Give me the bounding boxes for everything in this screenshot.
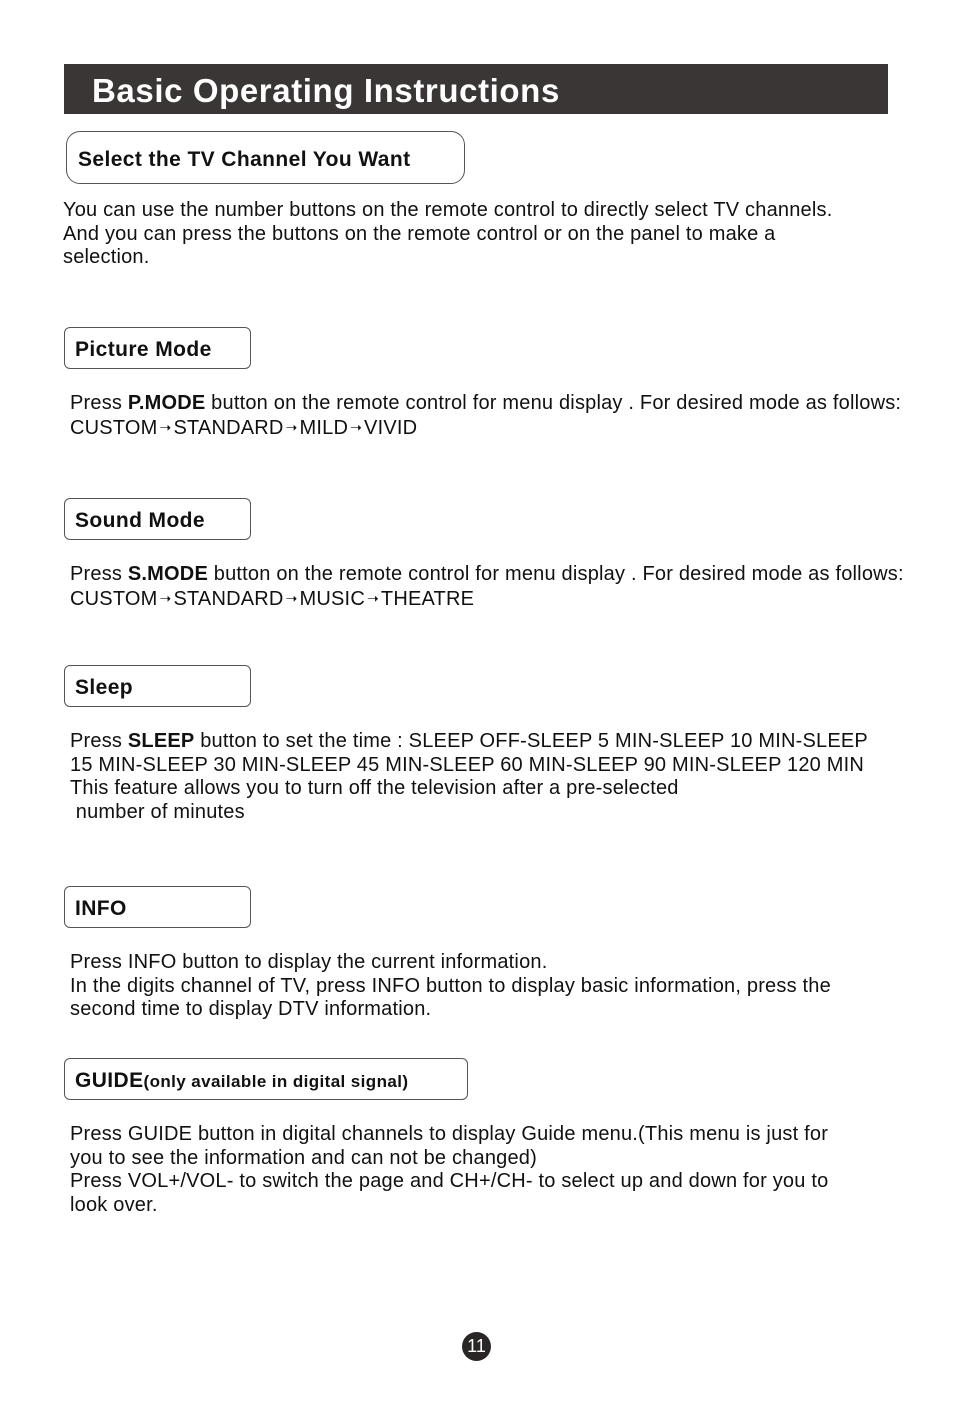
page-title: Basic Operating Instructions: [92, 72, 560, 109]
sound-press: Press: [70, 563, 128, 585]
arrow-right-icon: ➝: [285, 589, 298, 606]
sound-heading: Sound Mode: [75, 509, 205, 532]
sound-text: [70, 563, 930, 611]
sound-mode: THEATRE: [380, 587, 475, 610]
guide-heading-main: GUIDE: [75, 1069, 144, 1092]
picture-mode: VIVID: [364, 416, 418, 439]
picture-line-1: [70, 392, 930, 416]
picture-heading-box: [64, 327, 251, 369]
sleep-line-1: [70, 730, 890, 777]
channel-line-2: And you can press the buttons on the remote control or on the panel to make a selection.: [63, 222, 776, 268]
info-text: [70, 951, 840, 1022]
picture-mode-sequence: [70, 416, 930, 441]
picture-rest: button on the remote control for menu display . For desired mode as follows:: [205, 392, 902, 414]
picture-button-name: P.MODE: [127, 392, 206, 414]
sound-rest: button on the remote control for menu display . For desired mode as follows:: [208, 563, 904, 585]
sleep-line-2a: This feature allows you to turn off the television after a pre-selected: [70, 777, 679, 799]
guide-heading: [75, 1069, 408, 1093]
channel-line-1: You can use the number buttons on the remote control to directly select TV channels.: [63, 199, 833, 221]
sleep-text: [70, 730, 890, 824]
picture-text: [70, 392, 930, 440]
picture-mode: CUSTOM: [70, 416, 158, 439]
sleep-heading-box: [64, 665, 251, 707]
sound-button-name: S.MODE: [127, 563, 208, 585]
sleep-heading: Sleep: [75, 676, 134, 699]
sleep-line-2b: number of minutes: [70, 800, 245, 823]
arrow-right-icon: ➝: [350, 418, 363, 435]
sound-line-1: [70, 563, 930, 587]
picture-mode: STANDARD: [173, 416, 284, 439]
picture-press: Press: [70, 392, 128, 414]
info-heading-box: [64, 886, 251, 928]
arrow-right-icon: ➝: [159, 418, 172, 435]
channel-heading: Select the TV Channel You Want: [78, 148, 411, 171]
sleep-rest: button to set the time : SLEEP OFF-SLEEP 5 MIN-SLEEP 10 MIN-SLEEP 15 MIN-SLEEP 30 MIN-SLEEP 45 MIN-SLEEP 60 MIN-SLEEP 90 MIN-SLEEP 120 MIN: [70, 730, 868, 776]
info-line-1: Press INFO button to display the current information.: [70, 951, 548, 973]
sound-mode: CUSTOM: [70, 587, 158, 610]
info-heading: INFO: [75, 897, 127, 920]
guide-line-2: Press VOL+/VOL- to switch the page and CH+/CH- to select up and down for you to look over.: [70, 1170, 829, 1216]
sound-heading-box: [64, 498, 251, 540]
sleep-button-name: SLEEP: [127, 730, 195, 752]
info-line-2: In the digits channel of TV, press INFO button to display basic information, press the second time to display DTV information.: [70, 974, 831, 1020]
sound-mode: STANDARD: [173, 587, 284, 610]
channel-heading-box: [66, 131, 465, 184]
sleep-press: Press: [70, 730, 128, 752]
guide-text: [70, 1123, 860, 1217]
guide-line-1: Press GUIDE button in digital channels to display Guide menu.(This menu is just for you to see the information and can not be changed): [70, 1123, 829, 1169]
arrow-right-icon: ➝: [159, 589, 172, 606]
title-bar: [64, 64, 888, 114]
guide-heading-note: (only available in digital signal): [143, 1072, 409, 1091]
guide-heading-box: [64, 1058, 468, 1100]
sound-mode: MUSIC: [299, 587, 365, 610]
channel-text: [63, 199, 863, 270]
arrow-right-icon: ➝: [366, 589, 379, 606]
picture-heading: Picture Mode: [75, 338, 212, 361]
sound-mode-sequence: [70, 587, 930, 612]
page-number: 11: [462, 1332, 491, 1361]
picture-mode: MILD: [299, 416, 349, 439]
arrow-right-icon: ➝: [285, 418, 298, 435]
